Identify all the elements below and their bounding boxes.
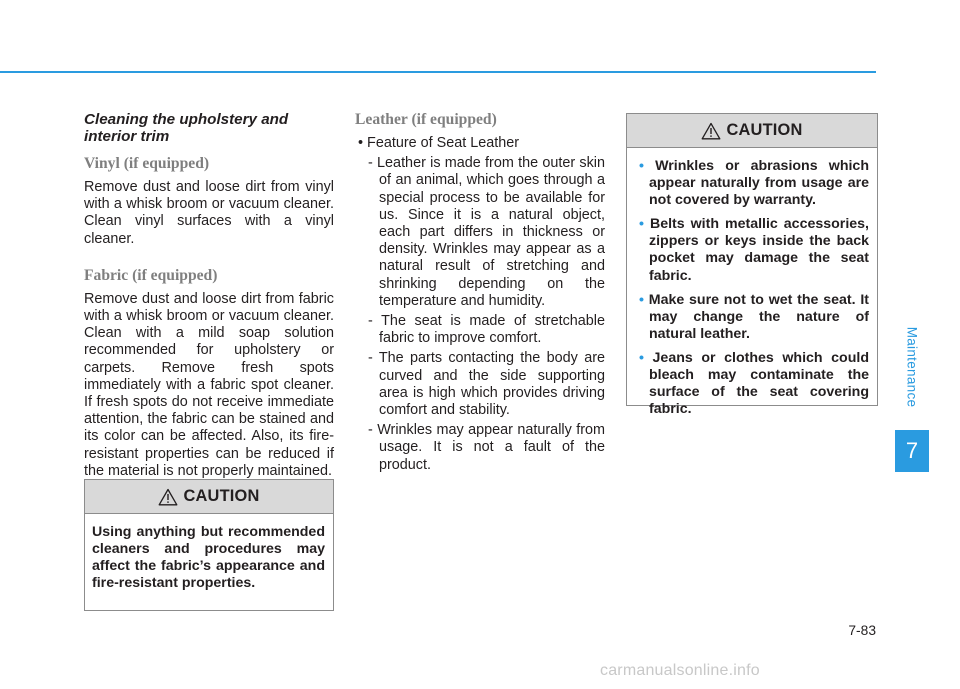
- chapter-label: Maintenance: [904, 326, 920, 408]
- leather-item: - The parts contacting the body are curved and the side supporting area is high which provides driving comfort and stability.: [368, 350, 605, 419]
- leather-item: - Leather is made from the outer skin of an animal, which goes through a special process to be available for us. Since it is a natural object, each part differs in thickness or density. Wrinkles may appear as a natural result of stretching and shrinking depending on the temperature and humidity.: [368, 155, 605, 309]
- leather-item: - Wrinkles may appear naturally from usage. It is not a fault of the product.: [368, 422, 605, 473]
- warning-triangle-icon: [158, 488, 178, 506]
- page-number: 7-83: [848, 623, 876, 638]
- caution-title: CAUTION: [183, 487, 260, 505]
- caution-item: • Make sure not to wet the seat. It may change the nature of natural leather.: [639, 291, 869, 342]
- bullet-dot: •: [639, 216, 650, 233]
- caution-box-fabric: [84, 479, 334, 611]
- caution-item: • Wrinkles or abrasions which appear naturally from usage are not covered by warranty.: [639, 158, 869, 209]
- leather-bullet: • Feature of Seat Leather: [358, 135, 520, 151]
- fabric-text: Remove dust and loose dirt from fabric with a whisk broom or vacuum cleaner. Clean with a mild soap solution recommended for upholstery or carpets. Remove fresh spots immediately with a fabric spot cleaner. If fresh spots do not receive immediate attention, the fabric can be stained and its color can be affected. Also, its fire-resistant properties can be reduced if the material is not properly maintained.: [84, 290, 334, 479]
- caution-box-leather: [626, 113, 878, 418]
- vinyl-heading: Vinyl (if equipped): [84, 155, 210, 172]
- caution-header: [85, 480, 333, 514]
- column-left: [84, 111, 334, 480]
- caution-title: CAUTION: [726, 121, 803, 139]
- caution-list: [627, 148, 877, 426]
- bullet-dot: •: [639, 291, 649, 308]
- warning-triangle-icon: [701, 122, 721, 140]
- header-rule: [0, 71, 876, 73]
- caution-text: Using anything but recommended cleaners and procedures may affect the fabric’s appearance and fire-resistant properties.: [92, 524, 325, 592]
- bullet-dot: •: [358, 135, 368, 151]
- fabric-heading: Fabric (if equipped): [84, 266, 218, 284]
- section-title: Cleaning the upholstery and interior trim: [84, 111, 289, 145]
- leather-heading: Leather (if equipped): [355, 111, 497, 128]
- watermark: carmanualsonline.info: [600, 662, 760, 679]
- bullet-dot: •: [639, 349, 653, 366]
- column-middle: [355, 111, 605, 474]
- vinyl-text: Remove dust and loose dirt from vinyl with a whisk broom or vacuum cleaner. Clean vinyl surfaces with a vinyl cleaner.: [84, 179, 334, 247]
- caution-header: [627, 114, 877, 148]
- bullet-dot: •: [639, 158, 656, 174]
- caution-item: • Belts with metallic accessories, zippers or keys inside the back pocket may damage the seat fabric.: [639, 216, 869, 284]
- caution-item: • Jeans or clothes which could bleach may contaminate the surface of the seat covering fabric.: [639, 349, 869, 418]
- leather-item: - The seat is made of stretchable fabric to improve comfort.: [368, 313, 605, 347]
- chapter-tab[interactable]: 7: [895, 430, 929, 472]
